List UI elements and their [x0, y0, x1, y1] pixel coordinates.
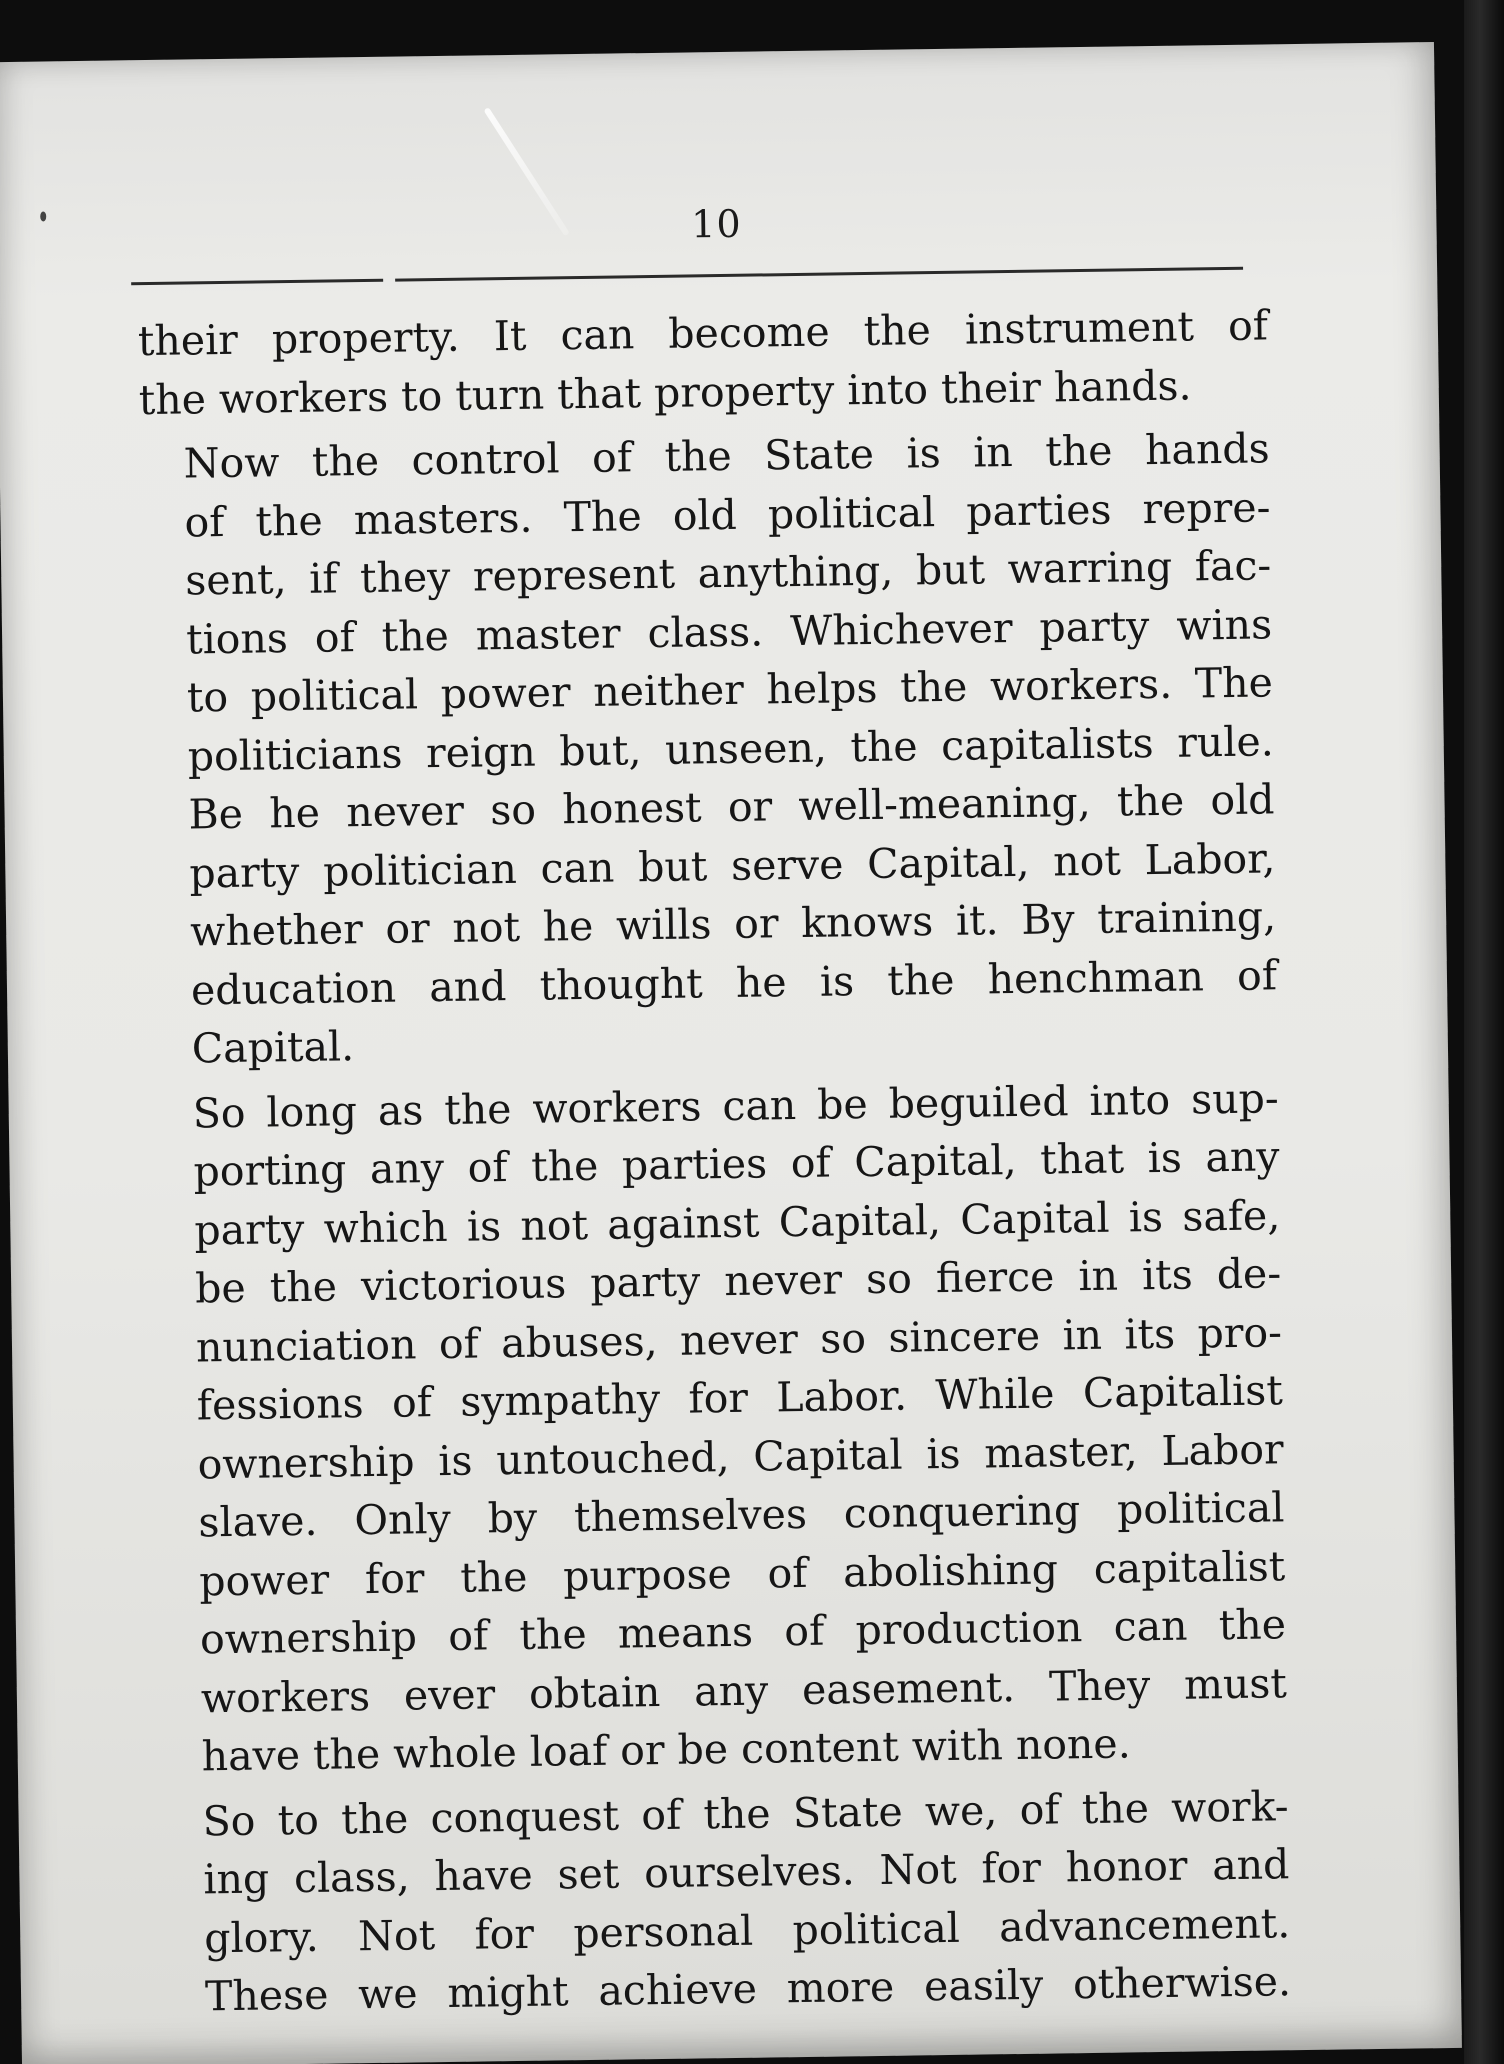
header-rule-right: [395, 267, 1243, 282]
page-number: 10: [690, 201, 742, 247]
text-line: workers ever obtain any easement. They must: [200, 1658, 1288, 1722]
text-line: of the masters. The old political parties repre-: [184, 482, 1271, 547]
text-line: have the whole loaf or be content with none.: [201, 1719, 1132, 1781]
text-line: These we might achieve more easily otherwise.: [204, 1957, 1292, 2021]
text-line: party politician can but serve Capital, not Labor,: [189, 833, 1276, 897]
text-line: the workers to turn that property into their hands.: [138, 360, 1192, 424]
text-line: porting any of the parties of Capital, that is any: [193, 1132, 1280, 1196]
text-line: Capital.: [191, 1022, 355, 1073]
text-line: nunciation of abuses, never so sincere in its pro-: [195, 1307, 1283, 1371]
text-line: slave. Only by themselves conquering political: [198, 1483, 1285, 1547]
text-line: whether or not he wills or knows it. By training,: [189, 892, 1277, 956]
text-line: power for the purpose of abolishing capitalist: [198, 1541, 1286, 1605]
text-line: fessions of sympathy for Labor. While Capitalist: [196, 1366, 1284, 1430]
paragraph-2: [139, 419, 1278, 1078]
book-binding-edge: [1464, 0, 1504, 2064]
header-rule-left: [131, 279, 383, 286]
text-line: politicians reign but, unseen, the capitalists rule.: [187, 716, 1275, 781]
text-line: Be he never so honest or well-meaning, the old: [188, 775, 1275, 839]
text-line: be the victorious party never so fierce in its de-: [194, 1249, 1282, 1313]
paragraph-3: [148, 1069, 1288, 1787]
text-line: to political power neither helps the workers. The: [186, 658, 1274, 722]
text-line: education and thought he is the henchman of: [190, 950, 1278, 1014]
text-line: their property. It can become the instrument of: [137, 301, 1269, 366]
text-line: glory. Not for personal political advancement.: [203, 1898, 1291, 1962]
paragraph-4: [158, 1777, 1291, 2027]
text-line: sent, if they represent anything, but warring fac-: [184, 541, 1272, 605]
text-line: So to the conquest of the State we, of the work-: [202, 1781, 1289, 1845]
text-line: party which is not against Capital, Capital is safe,: [194, 1190, 1281, 1254]
text-line: So long as the workers can be beguiled into sup-: [192, 1073, 1279, 1137]
text-line: Now the control of the State is in the hands: [183, 424, 1270, 488]
text-line: ownership of the means of production can the: [199, 1600, 1287, 1664]
paragraph-1: [138, 296, 1270, 429]
book-page: [0, 42, 1462, 2064]
text-line: ownership is untouched, Capital is master, Labor: [197, 1424, 1284, 1488]
text-line: tions of the master class. Whichever party wins: [185, 599, 1273, 664]
text-line: ing class, have set ourselves. Not for honor and: [203, 1840, 1290, 1904]
body-text: [138, 296, 1292, 2032]
